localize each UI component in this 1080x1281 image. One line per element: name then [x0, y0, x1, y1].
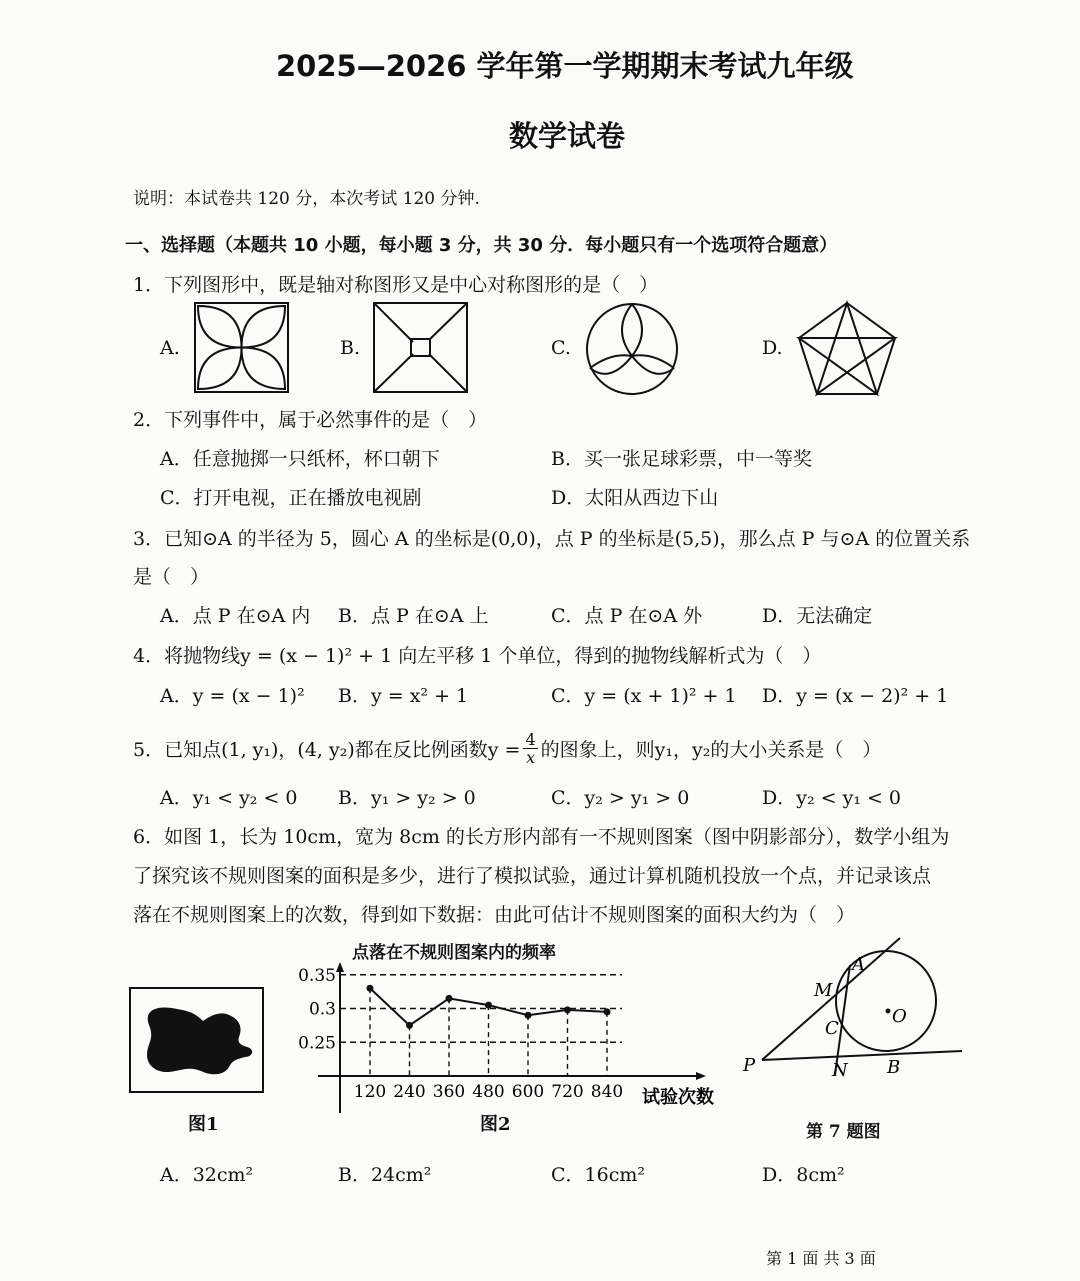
exam-note: 说明：本试卷共 120 分，本次考试 120 分钟. — [133, 189, 480, 209]
data-point-120 — [367, 985, 374, 992]
x-axis-arrow — [696, 1072, 706, 1080]
exam-subtitle: 数学试卷 — [509, 119, 626, 153]
figure-7-caption: 第 7 题图 — [806, 1122, 881, 1142]
q6-option-d: D．8cm² — [762, 1164, 845, 1186]
q5-option-b: B．y₁ > y₂ > 0 — [338, 787, 476, 809]
tangent-line-pb — [762, 1051, 962, 1060]
q1-option-a-label: A. — [160, 337, 180, 359]
question-6-stem-line2: 了探究该不规则图案的面积是多少，进行了模拟试验，通过计算机随机投放一个点，并记录该点 — [133, 865, 932, 887]
q1-option-b-label: B. — [340, 337, 361, 359]
q6-option-b: B．24cm² — [338, 1164, 432, 1186]
question-3-stem-line1: 3．已知⊙A 的半径为 5，圆心 A 的坐标是(0,0)，点 P 的坐标是(5,5)，那么点 P 与⊙A 的位置关系 — [133, 528, 971, 550]
question-4-stem: 4．将抛物线y = (x − 1)² + 1 向左平移 1 个单位，得到的抛物线解析式为（ ） — [133, 645, 822, 667]
q3-option-a: A．点 P 在⊙A 内 — [160, 605, 311, 627]
section-heading: 一、选择题（本题共 10 小题，每小题 3 分，共 30 分．每小题只有一个选项符合题意） — [125, 235, 838, 256]
q3-option-c: C．点 P 在⊙A 外 — [551, 605, 703, 627]
x-tick-label: 480 — [472, 1082, 505, 1102]
q1-figure-a — [194, 302, 290, 394]
q5-option-d: D．y₂ < y₁ < 0 — [762, 787, 902, 809]
question-6-stem-line3: 落在不规则图案上的次数，得到如下数据：由此可估计不规则图案的面积大约为（ ） — [133, 904, 856, 926]
q4-option-d: D．y = (x − 2)² + 1 — [762, 685, 949, 707]
q5-fraction-denominator: x — [526, 748, 536, 767]
x-tick-label: 120 — [353, 1082, 387, 1102]
figure-1-caption: 图1 — [188, 1114, 219, 1135]
question-1-stem: 1．下列图形中，既是轴对称图形又是中心对称图形的是（ ） — [133, 274, 659, 296]
question-6-stem-line1: 6．如图 1，长为 10cm，宽为 8cm 的长方形内部有一不规则图案（图中阴影部分），数学小组为 — [133, 826, 950, 848]
frequency-chart — [280, 958, 740, 1118]
y-tick-label: 0.25 — [298, 1033, 336, 1054]
q5-stem-after: 的图象上，则y₁，y₂的大小关系是（ ） — [540, 739, 882, 761]
label-c: C — [825, 1018, 839, 1039]
q5-fraction-numerator: 4 — [525, 730, 536, 749]
q2-option-a: A．任意抛掷一只纸杯，杯口朝下 — [160, 448, 440, 470]
q5-stem-before: 5．已知点(1, y₁)，(4, y₂)都在反比例函数y = — [133, 739, 521, 761]
q1-figure-d — [795, 300, 899, 398]
center-point-o — [886, 1009, 891, 1014]
question-3-stem-line2: 是（ ） — [133, 566, 210, 588]
q6-option-a: A．32cm² — [160, 1164, 254, 1186]
label-m: M — [814, 980, 833, 1001]
y-tick-label: 0.35 — [298, 965, 336, 986]
question-2-stem: 2．下列事件中，属于必然事件的是（ ） — [133, 409, 488, 431]
q1-figure-c — [584, 302, 680, 396]
page-number: 第 1 面 共 3 面 — [766, 1249, 876, 1268]
q1-figure-b — [373, 302, 469, 394]
x-tick-label: 840 — [590, 1082, 624, 1102]
x-tick-label: 360 — [432, 1082, 466, 1102]
q3-option-b: B．点 P 在⊙A 上 — [338, 605, 489, 627]
data-point-240 — [406, 1022, 413, 1029]
figure-2-caption: 图2 — [480, 1114, 511, 1135]
q4-option-c: C．y = (x + 1)² + 1 — [551, 685, 737, 707]
q3-option-d: D．无法确定 — [762, 605, 873, 627]
q2-option-d: D．太阳从西边下山 — [551, 487, 719, 509]
q4-option-a: A．y = (x − 1)² — [160, 685, 305, 707]
data-point-480 — [485, 1002, 492, 1009]
figure-1 — [129, 987, 265, 1095]
question-5-stem — [133, 731, 881, 766]
q1-option-c-label: C. — [551, 337, 571, 359]
data-point-600 — [525, 1012, 532, 1019]
q4-option-b: B．y = x² + 1 — [338, 685, 469, 707]
x-tick-label: 240 — [393, 1082, 426, 1102]
q2-option-b: B．买一张足球彩票，中一等奖 — [551, 448, 812, 470]
chart-title: 点落在不规则图案内的频率 — [352, 943, 556, 963]
figure-7 — [740, 930, 970, 1090]
label-p: P — [743, 1055, 756, 1076]
q6-option-c: C．16cm² — [551, 1164, 645, 1186]
q5-option-a: A．y₁ < y₂ < 0 — [160, 787, 298, 809]
y-axis-arrow — [336, 962, 344, 972]
data-point-720 — [564, 1006, 571, 1013]
circle-o — [836, 951, 936, 1051]
q2-option-c: C．打开电视，正在播放电视剧 — [160, 487, 422, 509]
x-tick-label: 600 — [511, 1082, 545, 1102]
label-n: N — [832, 1060, 848, 1081]
y-tick-label: 0.3 — [308, 999, 336, 1020]
exam-title: 2025—2026 学年第一学期期末考试九年级 — [276, 49, 854, 83]
irregular-pattern-shape — [147, 1008, 252, 1075]
data-point-840 — [604, 1008, 611, 1015]
label-a: A — [852, 954, 865, 975]
x-tick-label: 720 — [551, 1082, 584, 1102]
q5-option-c: C．y₂ > y₁ > 0 — [551, 787, 690, 809]
x-axis-label: 试验次数 — [642, 1087, 714, 1108]
q1-option-d-label: D. — [762, 337, 783, 359]
data-point-360 — [446, 995, 453, 1002]
label-b: B — [887, 1057, 901, 1078]
label-o: O — [892, 1006, 907, 1027]
q5-fraction — [523, 731, 537, 766]
